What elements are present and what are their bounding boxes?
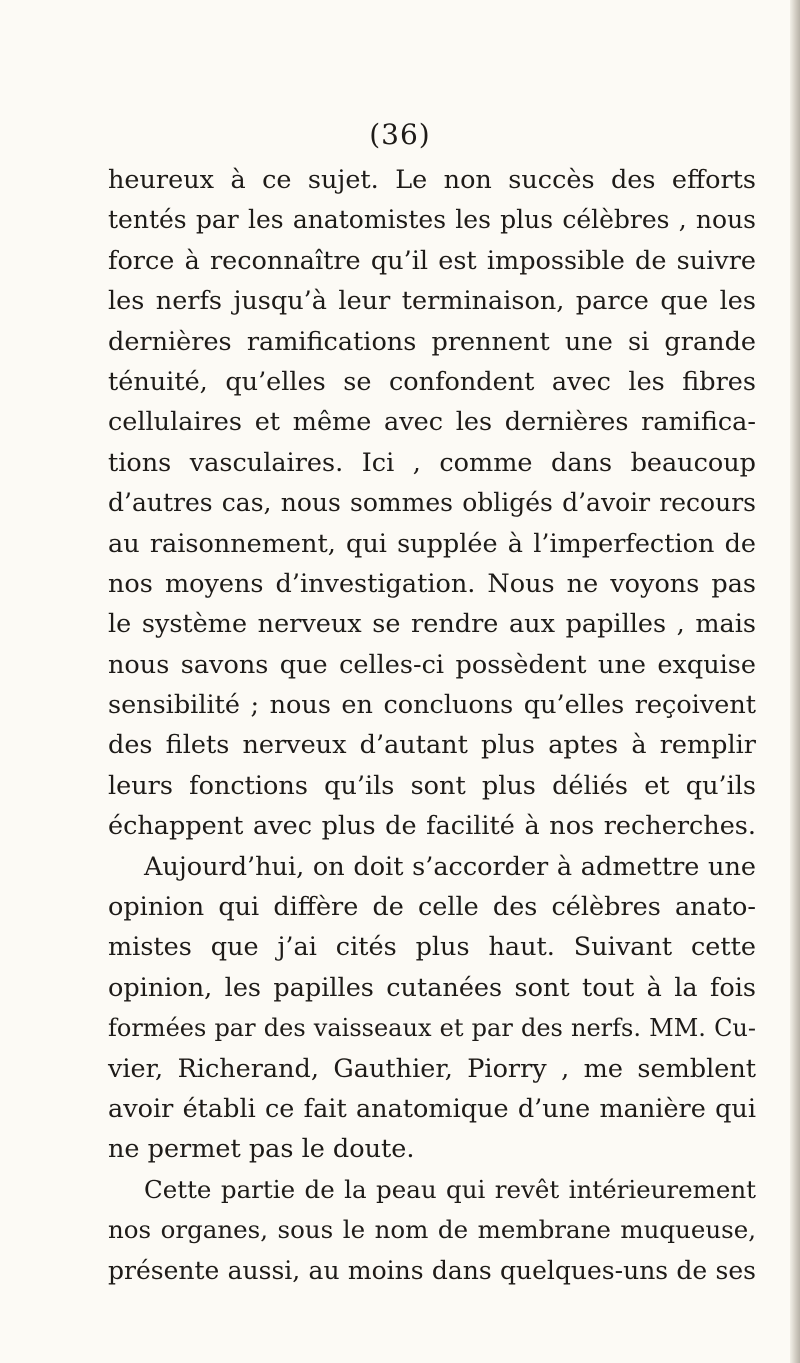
text-line: force à reconnaître qu’il est impossible de suivre <box>108 245 756 276</box>
text-line: nous savons que celles-ci possèdent une exquise <box>108 649 756 680</box>
text-line: cellulaires et même avec les dernières ramifica- <box>108 407 756 438</box>
text-line: Cette partie de la peau qui revêt intérieurement <box>144 1174 756 1204</box>
text-line: formées par des vaisseaux et par des nerfs. MM. Cu- <box>108 1014 756 1043</box>
text-line: sensibilité ; nous en concluons qu’elles reçoivent <box>108 690 756 721</box>
text-line: le système nerveux se rendre aux papilles , mais <box>108 609 756 640</box>
text-line: leurs fonctions qu’ils sont plus déliés et qu’ils <box>108 770 756 801</box>
text-line: Aujourd’hui, on doit s’accorder à admettre une <box>144 851 756 882</box>
text-line: dernières ramifications prennent une si grande <box>108 326 756 357</box>
text-line: ténuité, qu’elles se confondent avec les fibres <box>108 366 756 397</box>
text-line: vier, Richerand, Gauthier, Piorry , me semblent <box>108 1053 756 1084</box>
page-edge <box>790 0 800 1363</box>
page-number: (36) <box>369 118 431 151</box>
text-line: d’autres cas, nous sommes obligés d’avoir recours <box>108 488 756 518</box>
text-line: avoir établi ce fait anatomique d’une manière qui <box>108 1093 756 1124</box>
text-line: nos moyens d’investigation. Nous ne voyons pas <box>108 568 756 599</box>
text-line: ne permet pas le doute. <box>108 1134 415 1165</box>
text-line: présente aussi, au moins dans quelques-uns de ses <box>108 1255 756 1285</box>
text-line: les nerfs jusqu’à leur terminaison, parce que les <box>108 286 756 317</box>
body-text <box>108 160 756 1291</box>
text-line: tions vasculaires. Ici , comme dans beaucoup <box>108 447 756 478</box>
text-line: opinion, les papilles cutanées sont tout à la fois <box>108 972 756 1003</box>
text-line: opinion qui diffère de celle des célèbres anato- <box>108 892 756 923</box>
text-line: au raisonnement, qui supplée à l’imperfection de <box>108 528 756 559</box>
text-line: heureux à ce sujet. Le non succès des efforts <box>108 165 756 195</box>
text-line: mistes que j’ai cités plus haut. Suivant cette <box>108 932 756 963</box>
text-line: tentés par les anatomistes les plus célèbres , nous <box>108 205 756 235</box>
text-line: échappent avec plus de facilité à nos recherches. <box>108 811 756 842</box>
text-line: des filets nerveux d’autant plus aptes à remplir <box>108 730 756 761</box>
text-line: nos organes, sous le nom de membrane muqueuse, <box>108 1215 756 1245</box>
